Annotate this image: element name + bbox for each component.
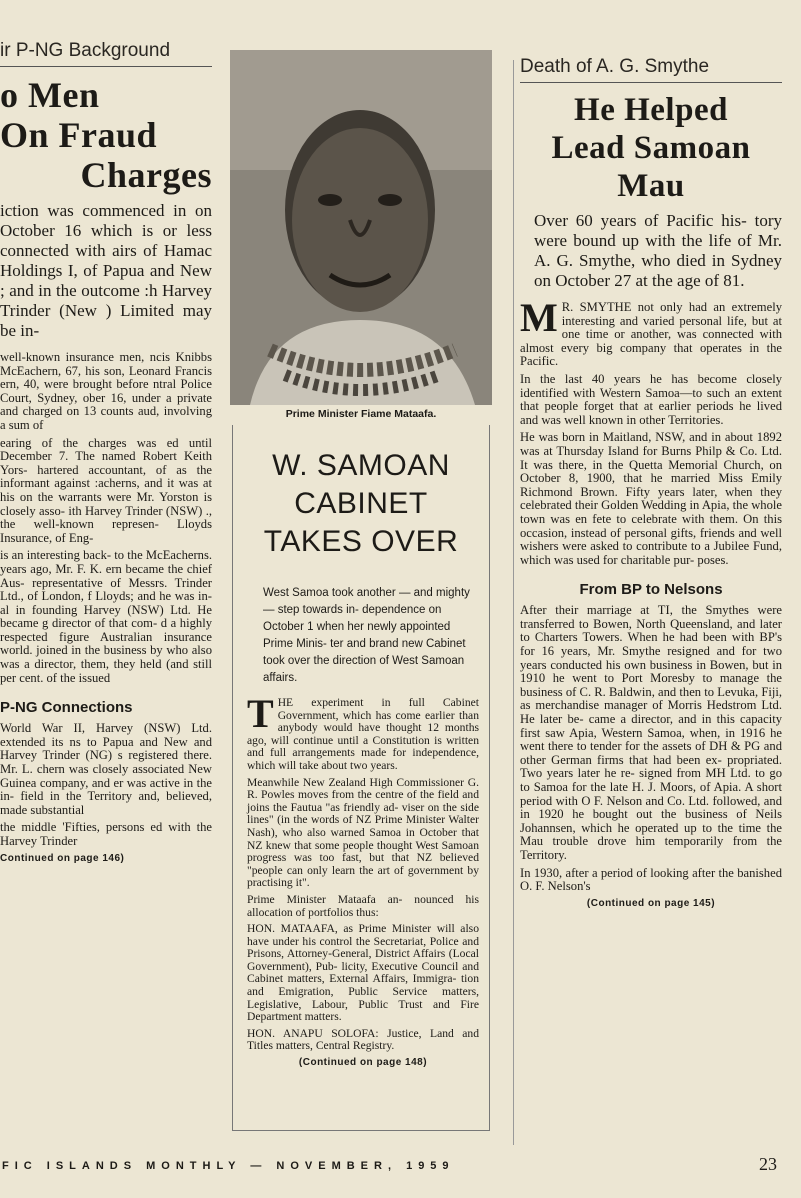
cabinet-body [247, 691, 479, 1069]
left-paragraph: well-known insurance men, ncis Knibbs McEachern, 67, his son, Leonard Francis ern, 40, were brought before ntral Police Court, Sydney, ober 16, under a private and charged on 13 counts aud, involving a sum of [0, 350, 212, 432]
cabinet-headline-line: W. SAMOAN [272, 449, 450, 482]
cabinet-paragraph-text: HE experiment in full Cabinet Government, which has come earlier than anybody would have thought 12 months ago, will continue until a Constitution is written and full arrangements made for independence, which will take about two years. [247, 696, 479, 772]
cabinet-paragraph: Prime Minister Mataafa an- nounced his allocation of portfolios thus: [247, 892, 479, 919]
right-headline [520, 91, 782, 205]
right-headline-line: He Helped [574, 92, 728, 128]
left-lead: iction was commenced in on October 16 which is or less connected with airs of Hamac Holdings I, of Papua and New ; and in the outcome :h Harvey Trinder (New ) Limited may be in- [0, 201, 212, 340]
left-paragraph: World War II, Harvey (NSW) Ltd. extended its ns to Papua and New and Harvey Trinder (NG) s registered there. Mr. L. chern was closely associated New Guinea company, and er was active in the in- field in the Territory and, believed, made substantial [0, 721, 212, 817]
cabinet-article-box [232, 425, 490, 1131]
drop-cap: T [247, 691, 274, 736]
prime-minister-photo [230, 50, 492, 405]
right-headline-line: Lead Samoan [551, 130, 751, 166]
right-continued: (Continued on page 145) [586, 897, 716, 909]
right-paragraph [520, 295, 782, 369]
column-divider [513, 60, 514, 1145]
left-kicker: ir P-NG Background [0, 40, 171, 61]
kicker-rule [520, 82, 782, 83]
right-paragraph: He was born in Maitland, NSW, and in about 1892 was at Thursday Island for Burns Philp & Co. Ltd. It was there, in the Quetta Memorial Church, on October 8, 1900, that he married Miss Emily Richmond Brown. Fifty years later, when they celebrated their Golden Wedding in Apia, the whole town was en fete to celebrate with them. On this occasion, instead of personal gifts, friends and well wishers were asked to contribute to a Jubilee Fund, which was used for charitable pur- poses. [520, 430, 782, 567]
footer-masthead: FIC ISLANDS MONTHLY — NOVEMBER, 1959 [2, 1160, 455, 1172]
cabinet-paragraph: HON. ANAPU SOLOFA: Justice, Land and Titles matters, Central Registry. [247, 1026, 479, 1053]
left-headline [0, 75, 212, 195]
right-subhead: From BP to Nelsons [579, 581, 723, 599]
page-footer [0, 1154, 801, 1184]
left-headline-line: Charges [80, 155, 212, 195]
left-paragraph: the middle 'Fifties, persons ed with the Harvey Trinder [0, 820, 212, 848]
right-headline-line: Mau [617, 168, 685, 204]
left-subhead: P-NG Connections [0, 699, 133, 717]
right-paragraph: In 1930, after a period of looking after the banished O. F. Nelson's [520, 865, 782, 894]
cabinet-continued: (Continued on page 148) [298, 1057, 428, 1069]
cabinet-paragraph [247, 691, 479, 773]
right-paragraph: In the last 40 years he has become closely identified with Western Samoa—to such an extent that people forget that at earlier periods he lived and was well known in other Territories. [520, 371, 782, 427]
left-headline-line: o Men [0, 75, 100, 115]
cabinet-headline-line: CABINET [294, 487, 428, 520]
cabinet-headline-line: TAKES OVER [263, 525, 459, 558]
left-headline-line: On Fraud [0, 115, 158, 155]
left-continued: Continued on page 146) [0, 852, 125, 864]
drop-cap: M [520, 295, 558, 340]
page-number: 23 [759, 1154, 777, 1174]
kicker-rule [0, 66, 212, 67]
photo-caption: Prime Minister Fiame Mataafa. [285, 408, 437, 420]
cabinet-intro: West Samoa took another — and mighty — step towards in- dependence on October 1 when her newly appointed Prime Minis- ter and brand new Cabinet took over the direction of West Samoan affairs. [263, 587, 470, 684]
left-article [0, 40, 212, 1145]
right-paragraph: After their marriage at TI, the Smythes were transferred to Bowen, North Queensland, and later to Charters Towers. When he had been with BP's for 16 years, Mr. Smythe resigned and for two years conducted his own business in Bowen, but in 1910 he went to Port Moresby to manage the business of C. R. Baldwin, and then to Levuka, Fiji, as merchandise manager of Morris Hedstrom Ltd. He later be- came a director, and in this capacity first saw Apia, Western Samoa, when, in 1916 he went there to tender for the assets of DH & PG and other German firms that had been ex- propriated. Two years later he re- signed from MH Ltd. to go to Samoa for the late H. J. Moors, of Apia. A short period with O F. Nelson and Co. Ltd. followed, and in 1920 he bought out the business of Neils Johannsen, which he operated up to the time the Mau trouble drove him temporarily from the Territory. [520, 603, 782, 862]
portrait-image [230, 50, 492, 405]
left-paragraph: is an interesting back- to the McEacherns. years ago, Mr. F. K. ern became the chief Aus- representative of Messrs. Trinder Ltd., of London, f Lloyds; and he was in- al in founding Harvey (NSW) Ltd. He became g director of that com- d a highly respected figure Australian insurance world. joined in the business by who also was a director, them, they held (and still per cent. of the issued [0, 548, 212, 685]
cabinet-paragraph: HON. MATAAFA, as Prime Minister will also have under his control the Secretariat, Police and Prisons, Attorney-General, District Affairs (Local Government), Pub- licity, Executive Council and Cabinet matters, External Affairs, Immigra- tion and Emigration, Public Service matters, Legislative, Labour, Public Trust and Fire Department matters. [247, 922, 479, 1024]
cabinet-paragraph: Meanwhile New Zealand High Commissioner G. R. Powles moves from the centre of the field and joins the Fautua "as friendly ad- viser on the side lines" (in the words of NZ Prime Minister Walter Nash), who also warned Samoa in October that NZ knew that some people thought West Samoan progress was too fast, but that NZ believed "people can only learn the art of government by practising it". [247, 775, 479, 890]
right-kicker: Death of A. G. Smythe [520, 56, 710, 77]
right-paragraph-text: R. SMYTHE not only had an extremely interesting and varied personal life, but at one time or another, was connected with almost every big company that operates in the Pacific. [520, 300, 782, 369]
right-article [520, 50, 782, 1150]
right-lead: Over 60 years of Pacific his- tory were bound up with the life of Mr. A. G. Smythe, who died in Sydney on October 27 at the age of 81. [534, 211, 782, 290]
left-paragraph: earing of the charges was ed until December 7. The named Robert Keith Yors- hartered accountant, of as the informant against :acherns, and it was at his on the warrants were Mr. Yorston is closely asso- ith Harvey Trinder (NSW) ., the well-known represen- Lloyds Insurance, of Eng- [0, 435, 212, 545]
cabinet-headline [233, 447, 489, 561]
